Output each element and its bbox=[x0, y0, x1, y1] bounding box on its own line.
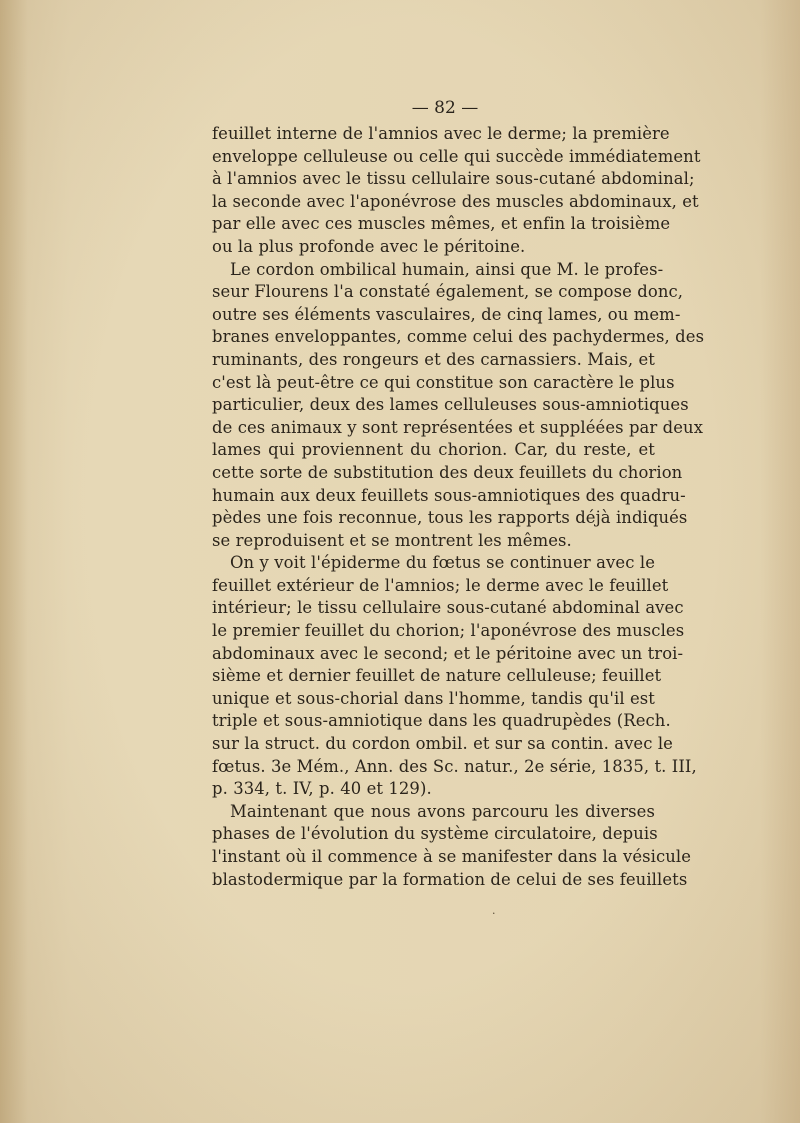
text-line: sur la struct. du cordon ombil. et sur sa contin. avec le bbox=[212, 734, 673, 754]
ink-speck: · bbox=[492, 907, 496, 920]
text-line: le premier feuillet du chorion; l'aponévrose des muscles bbox=[212, 621, 685, 641]
text-line: On y voit l'épiderme du fœtus se continuer avec le bbox=[230, 553, 655, 573]
text-line: par elle avec ces muscles mêmes, et enfin la troisième bbox=[212, 214, 671, 234]
text-line: humain aux deux feuillets sous-amniotiques des quadru- bbox=[212, 485, 686, 505]
text-line: ruminants, des rongeurs et des carnassiers. Mais, et bbox=[212, 349, 655, 369]
body-text bbox=[212, 123, 705, 891]
text-line: lames qui proviennent du chorion. Car, du reste, et bbox=[212, 440, 655, 460]
text-line: feuillet interne de l'amnios avec le derme; la première bbox=[212, 124, 670, 143]
text-line: intérieur; le tissu cellulaire sous-cutané abdominal avec bbox=[212, 598, 684, 618]
text-line: la seconde avec l'aponévrose des muscles abdominaux, et bbox=[212, 191, 699, 211]
text-line: branes enveloppantes, comme celui des pachydermes, des bbox=[212, 327, 705, 347]
text-line: l'instant où il commence à se manifester dans la vésicule bbox=[212, 847, 692, 866]
text-line: à l'amnios avec le tissu cellulaire sous-cutané abdominal; bbox=[212, 169, 695, 189]
text-line: cette sorte de substitution des deux feuillets du chorion bbox=[212, 462, 683, 482]
text-line: abdominaux avec le second; et le péritoine avec un troi- bbox=[212, 643, 684, 663]
text-line: blastodermique par la formation de celui de ses feuillets bbox=[212, 869, 688, 889]
text-line: enveloppe celluleuse ou celle qui succède immédiatement bbox=[212, 146, 701, 166]
text-line: seur Flourens l'a constaté également, se compose donc, bbox=[212, 282, 684, 302]
text-line: outre ses éléments vasculaires, de cinq lames, ou mem- bbox=[212, 304, 681, 324]
text-line: particulier, deux des lames celluleuses sous-amniotiques bbox=[212, 395, 689, 415]
text-line: triple et sous-amniotique dans les quadrupèdes (Rech. bbox=[212, 711, 671, 731]
text-line: Maintenant que nous avons parcouru les diverses bbox=[230, 801, 655, 821]
text-line: c'est là peut-être ce qui constitue son caractère le plus bbox=[212, 372, 675, 392]
text-line: fœtus. 3e Mém., Ann. des Sc. natur., 2e série, 1835, t. III, bbox=[212, 756, 697, 776]
text-line: phases de l'évolution du système circulatoire, depuis bbox=[212, 824, 658, 844]
text-line: ou la plus profonde avec le péritoine. bbox=[212, 236, 526, 256]
text-line: de ces animaux y sont représentées et suppléées par deux bbox=[212, 417, 704, 437]
text-line: pèdes une fois reconnue, tous les rapports déjà indiqués bbox=[212, 508, 688, 528]
text-line: Le cordon ombilical humain, ainsi que M. le profes- bbox=[230, 259, 664, 279]
page-number: — 82 — bbox=[411, 98, 479, 118]
text-line: feuillet extérieur de l'amnios; le derme avec le feuillet bbox=[212, 575, 669, 595]
text-line: unique et sous-chorial dans l'homme, tandis qu'il est bbox=[212, 688, 655, 708]
text-line: sième et dernier feuillet de nature celluleuse; feuillet bbox=[212, 666, 662, 686]
text-line: se reproduisent et se montrent les mêmes. bbox=[212, 530, 572, 550]
text-line: p. 334, t. IV, p. 40 et 129). bbox=[212, 779, 432, 799]
